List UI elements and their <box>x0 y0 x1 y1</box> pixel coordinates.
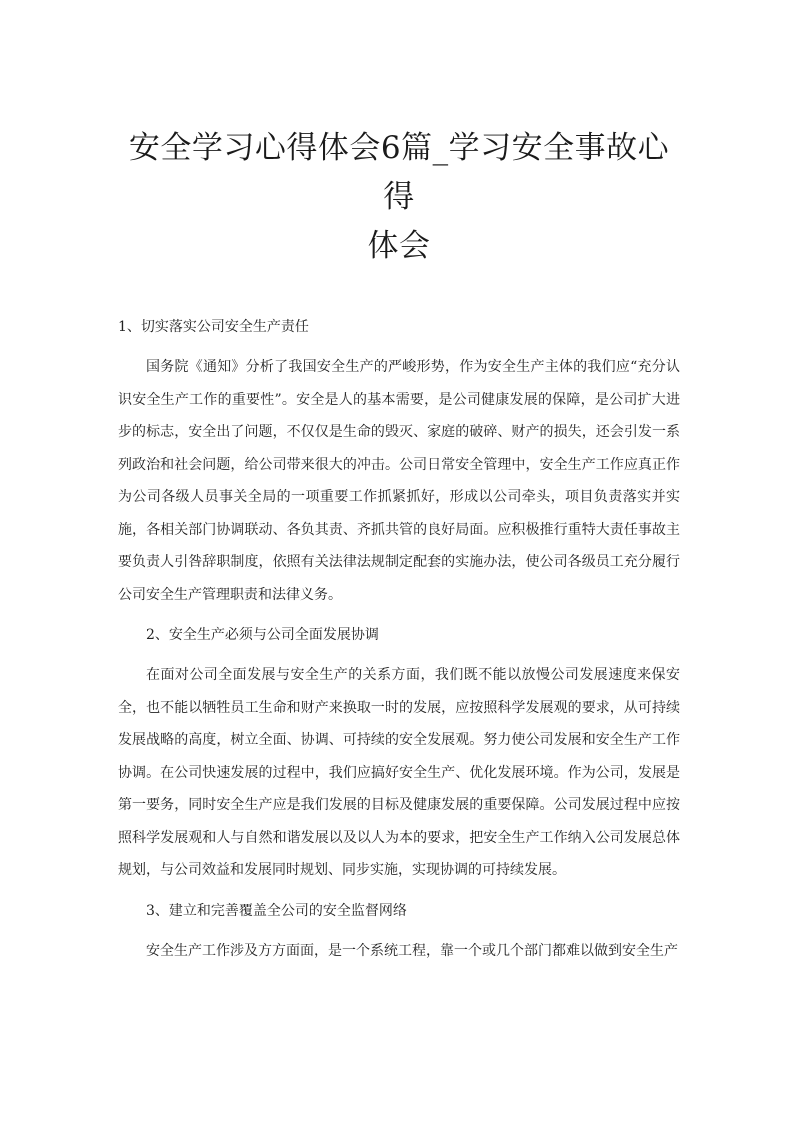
document-body <box>118 311 680 967</box>
title-line-2: 体会 <box>367 228 431 264</box>
section-heading-2: 2、安全生产必须与公司全面发展协调 <box>146 627 379 643</box>
section-paragraph-1: 国务院《通知》分析了我国安全生产的严峻形势，作为安全生产主体的我们应“充分认识安全生产工作的重要性”。安全是人的基本需要，是公司健康发展的保障，是公司扩大进步的标志，安全出了问题，不仅仅是生命的毁灭、家庭的破碎、财产的损失，还会引发一系列政治和社会问题，给公司带来很大的冲击。公司日常安全管理中，安全生产工作应真正作为公司各级人员事关全局的一项重要工作抓紧抓好，形成以公司牵头，项目负责落实并实施，各相关部门协调联动、各负其责、齐抓共管的良好局面。应积极推行重特大责任事故主要负责人引咎辞职制度，依照有关法律法规制定配套的实施办法，使公司各级员工充分履行公司安全生产管理职责和法律义务。 <box>118 359 680 603</box>
title-line-1: 安全学习心得体会6篇_学习安全事故心得 <box>128 130 670 215</box>
document-title <box>118 124 680 271</box>
section-heading-3: 3、建立和完善覆盖全公司的安全监督网络 <box>146 902 407 919</box>
section-heading-1: 1、切实落实公司安全生产责任 <box>118 319 309 335</box>
section-paragraph-2: 在面对公司全面发展与安全生产的关系方面，我们既不能以放慢公司发展速度来保安全，也不能以牺牲员工生命和财产来换取一时的发展，应按照科学发展观的要求，从可持续发展战略的高度，树立全面、协调、可持续的安全发展观。努力使公司发展和安全生产工作协调。在公司快速发展的过程中，我们应搞好安全生产、优化发展环境。作为公司，发展是第一要务，同时安全生产应是我们发展的目标及健康发展的重要保障。公司发展过程中应按照科学发展观和人与自然和谐发展以及以人为本的要求，把安全生产工作纳入公司发展总体规划，与公司效益和发展同时规划、同步实施，实现协调的可持续发展。 <box>118 667 680 878</box>
section-paragraph-3: 安全生产工作涉及方方面面，是一个系统工程，靠一个或几个部门都难以做到安全生产 <box>146 942 678 959</box>
